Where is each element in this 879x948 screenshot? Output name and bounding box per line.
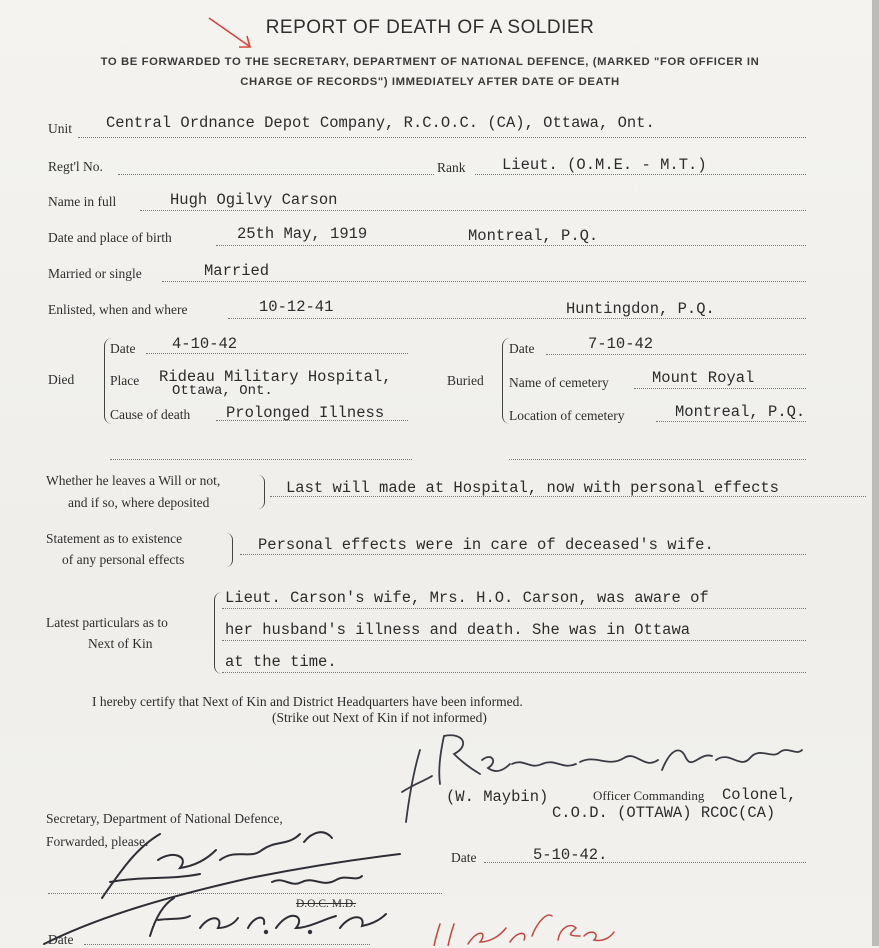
regtl-no-line <box>118 174 434 175</box>
cemetery-label: Name of cemetery <box>509 375 609 390</box>
red-annotation <box>420 906 620 946</box>
died-place-label: Place <box>110 373 140 388</box>
unit-label: Unit <box>48 121 73 136</box>
died-date-line <box>146 353 408 354</box>
married-line <box>162 281 806 282</box>
enlisted-date-value: 10-12-41 <box>259 298 334 316</box>
died-date-value: 4-10-42 <box>172 335 238 353</box>
unit-line <box>78 137 806 138</box>
nok-value-1: Lieut. Carson's wife, Mrs. H.O. Carson, was aware of <box>225 589 709 607</box>
birth-place-value: Montreal, P.Q. <box>468 227 599 245</box>
effects-label-1: Statement as to existence <box>46 531 183 546</box>
forwarding-signature <box>40 820 440 946</box>
nok-label-2: Next of Kin <box>88 636 153 651</box>
died-label: Died <box>48 372 75 387</box>
buried-date-label: Date <box>509 341 535 356</box>
cemetery-line <box>634 388 806 389</box>
enlisted-line <box>228 318 806 319</box>
name-value: Hugh Ogilvy Carson <box>170 191 338 209</box>
rank-value: Lieut. (O.M.E. - M.T.) <box>502 156 707 174</box>
effects-value: Personal effects were in care of deceased's wife. <box>258 536 714 554</box>
regtl-no-label: Regt'l No. <box>48 159 103 174</box>
forwarding-line-1: Secretary, Department of National Defence, <box>46 811 283 826</box>
document-subtitle <box>30 52 830 92</box>
buried-label: Buried <box>447 373 484 388</box>
signatory-name: (W. Maybin) <box>446 788 549 806</box>
birth-label: Date and place of birth <box>48 230 172 245</box>
died-place-value-1: Rideau Military Hospital, <box>159 368 392 386</box>
certification-line-1: I hereby certify that Next of Kin and District Headquarters have been informed. <box>92 694 523 709</box>
effects-brace <box>226 533 233 567</box>
signature-date-label: Date <box>451 850 477 865</box>
officer-commanding-label: Officer Commanding <box>593 788 705 803</box>
died-extra-line <box>110 459 412 460</box>
subtitle-line-1: TO BE FORWARDED TO THE SECRETARY, DEPARTMENT OF NATIONAL DEFENCE, (MARKED "FOR OFFICER IN <box>100 56 760 68</box>
effects-label-2: of any personal effects <box>62 552 185 567</box>
location-line <box>656 421 806 422</box>
birth-date-value: 25th May, 1919 <box>237 225 368 243</box>
nok-line-3 <box>222 672 806 673</box>
buried-date-value: 7-10-42 <box>588 335 654 353</box>
cemetery-value: Mount Royal <box>652 369 755 387</box>
nok-value-2: her husband's illness and death. She was in Ottawa <box>225 621 691 639</box>
rank-line <box>475 174 806 175</box>
nok-brace <box>214 592 223 674</box>
page-edge <box>872 0 879 946</box>
cause-label: Cause of death <box>110 407 191 422</box>
buried-extra-line <box>509 459 806 460</box>
name-line <box>140 210 806 211</box>
nok-value-3: at the time. <box>225 653 337 671</box>
effects-line <box>240 554 806 555</box>
document-title: REPORT OF DEATH OF A SOLDIER <box>265 17 595 38</box>
forwarding-line-2: Forwarded, please. <box>46 834 149 849</box>
will-value: Last will made at Hospital, now with personal effects <box>286 479 779 497</box>
married-label: Married or single <box>48 266 142 281</box>
rank-label: Rank <box>437 160 466 175</box>
location-label: Location of cemetery <box>509 408 625 423</box>
nok-line-1 <box>222 608 806 609</box>
unit-value: Central Ordnance Depot Company, R.C.O.C. (CA), Ottawa, Ont. <box>106 114 655 132</box>
birth-line <box>216 245 806 246</box>
dgc-label: D.O.C. M.D. <box>296 898 357 910</box>
buried-date-line <box>546 354 806 355</box>
enlisted-label: Enlisted, when and where <box>48 302 188 317</box>
signature-date-value: 5-10-42. <box>533 846 608 864</box>
married-value: Married <box>204 262 270 280</box>
nok-line-2 <box>222 640 806 641</box>
will-label-2: and if so, where deposited <box>68 495 210 510</box>
died-place-value-2: Ottawa, Ont. <box>172 383 273 399</box>
will-brace <box>258 475 265 509</box>
will-label-1: Whether he leaves a Will or not, <box>46 473 221 488</box>
died-date-label: Date <box>110 341 136 356</box>
name-label: Name in full <box>48 194 117 209</box>
certification-line-2: (Strike out Next of Kin if not informed) <box>272 710 487 725</box>
nok-label-1: Latest particulars as to <box>46 615 168 630</box>
forwarding-date-label: Date <box>48 932 74 947</box>
rank-typed: Colonel, <box>722 786 797 804</box>
location-value: Montreal, P.Q. <box>675 403 806 421</box>
subtitle-line-2: CHARGE OF RECORDS") IMMEDIATELY AFTER DATE OF DEATH <box>240 76 620 88</box>
cause-value: Prolonged Illness <box>226 404 385 422</box>
unit-typed: C.O.D. (OTTAWA) RCOC(CA) <box>552 804 776 822</box>
enlisted-place-value: Huntingdon, P.Q. <box>566 300 715 318</box>
